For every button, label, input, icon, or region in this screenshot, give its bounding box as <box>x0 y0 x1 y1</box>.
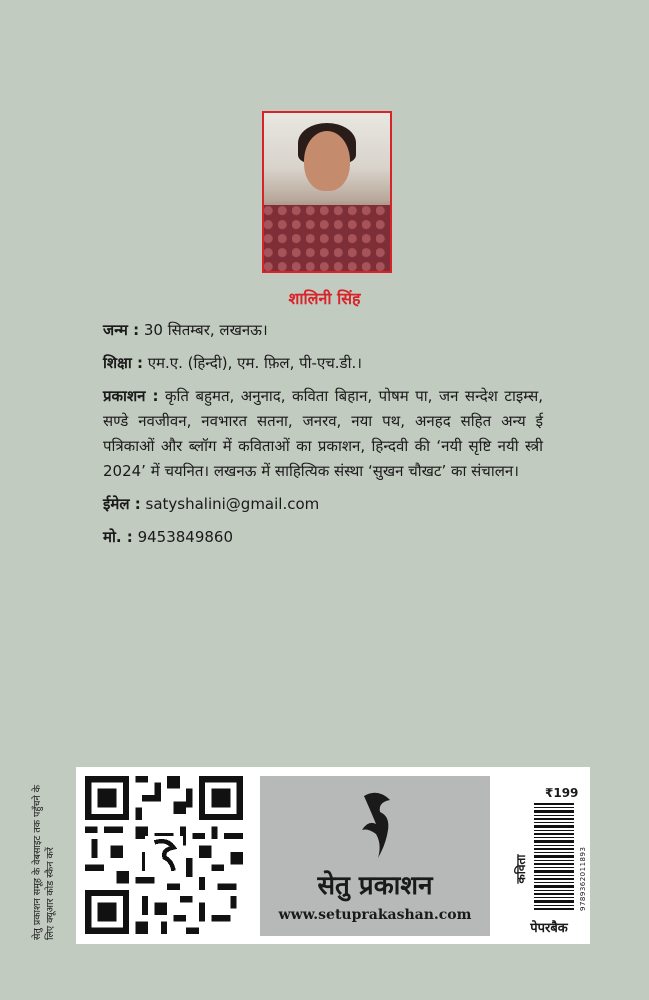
isbn-text: 9789362011893 <box>579 846 587 911</box>
price: ₹199 <box>545 786 579 800</box>
setu-logo-icon <box>358 788 394 868</box>
author-photo <box>262 111 392 273</box>
back-cover-strip <box>76 767 590 944</box>
isbn-number <box>578 803 588 911</box>
education-label: शिक्षा : <box>103 354 143 372</box>
education-value: एम.ए. (हिन्दी), एम. फ़िल, पी-एच.डी.। <box>147 354 362 372</box>
birth-line <box>103 318 543 343</box>
publisher-name: सेतु प्रकाशन <box>317 871 433 901</box>
birth-label: जन्म : <box>103 321 140 339</box>
email-label: ईमेल : <box>103 495 141 513</box>
publisher-website: www.setuprakashan.com <box>278 907 472 923</box>
genre-label <box>510 839 532 899</box>
barcode-area <box>504 767 590 944</box>
author-bio <box>103 318 543 558</box>
birth-value: 30 सितम्बर, लखनऊ। <box>143 321 268 339</box>
publication-label: प्रकाशन : <box>103 387 159 405</box>
mobile-label: मो. : <box>103 528 133 546</box>
publication-value: कृति बहुमत, अनुनाद, कविता बिहान, पोषम पा, जन सन्देश टाइम्स, सण्डे नवजीवन, नवभारत सतना, जनरव, नया पथ, अनहद सहित अन्य ई पत्रिकाओं और ब्लॉग में कविताओं का प्रकाशन, हिन्दवी की ‘नयी सृष्टि नयी स्त्री 2024’ में चयनित। लखनऊ में साहित्यिक संस्था ‘सुखन चौखट’ का संचालन। <box>103 387 543 480</box>
author-name: शालिनी सिंह <box>288 289 361 308</box>
mobile-value: 9453849860 <box>137 528 233 546</box>
mobile-line <box>103 525 543 550</box>
publisher-logo-panel <box>260 776 490 936</box>
email-value: satyshalini@gmail.com <box>145 495 320 513</box>
qr-caption-text: सेतु प्रकाशन समूह के वेबसाइट तक पहुँचने के लिए क्यूआर कोड स्कैन करें <box>32 784 56 940</box>
qr-caption <box>31 768 60 940</box>
genre-text: कविता <box>514 854 528 884</box>
qr-code <box>85 776 243 934</box>
email-line <box>103 492 543 517</box>
education-line <box>103 351 543 376</box>
format-label: पेपरबैक <box>530 921 568 936</box>
publication-line <box>103 384 543 484</box>
